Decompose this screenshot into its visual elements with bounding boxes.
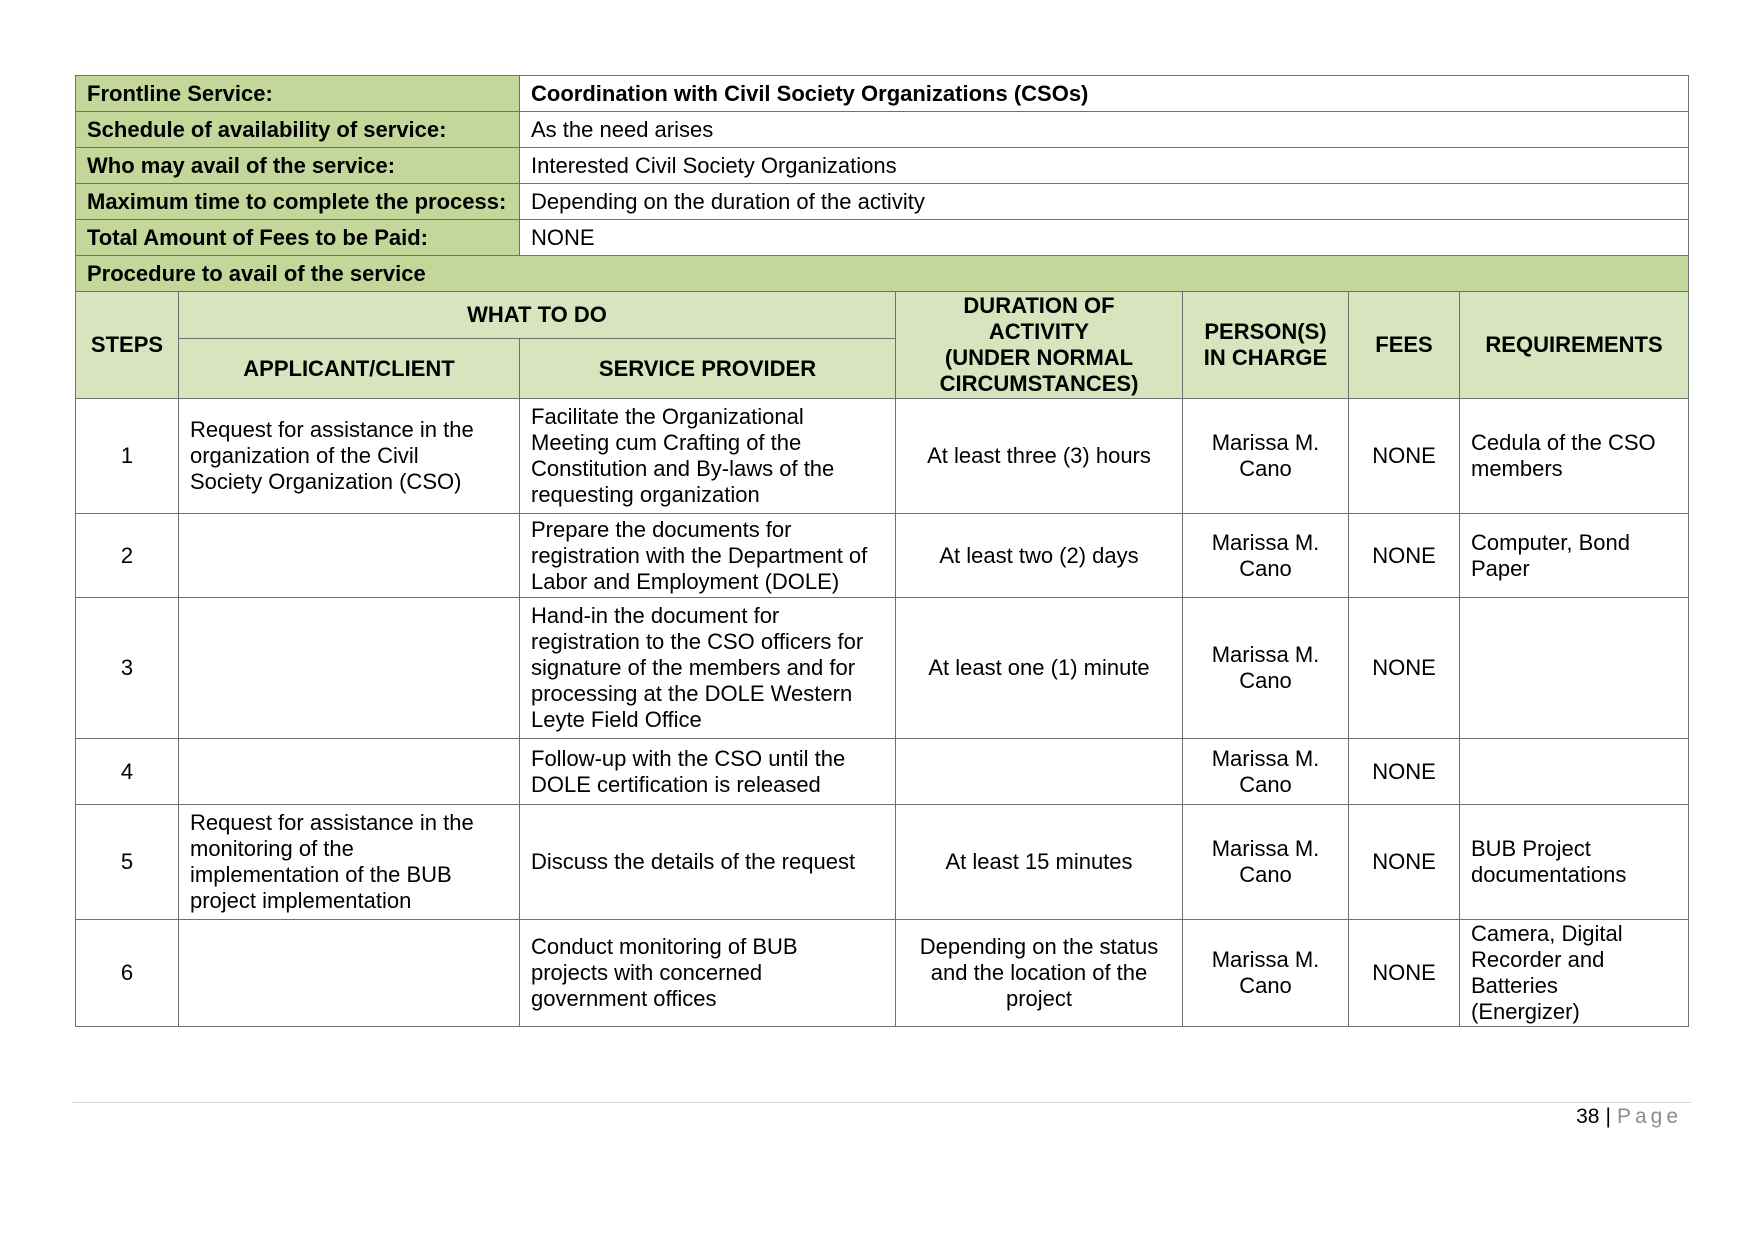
step-number: 1 <box>76 399 179 514</box>
person-cell <box>1183 514 1349 598</box>
provider-cell-line: projects with concerned <box>531 960 763 985</box>
applicant-cell <box>179 739 520 805</box>
provider-cell-line: registration with the Department of <box>531 542 868 568</box>
person-cell-line: Marissa M. <box>1211 745 1320 771</box>
person-cell-line: Cano <box>1239 456 1292 481</box>
table-row <box>76 920 1689 1027</box>
requirements-cell-line: Cedula of the CSO <box>1471 430 1656 455</box>
col-what-to-do: WHAT TO DO <box>179 292 896 339</box>
table-row <box>76 805 1689 920</box>
provider-cell-line: Prepare the documents for <box>531 516 792 542</box>
requirements-cell-line: Paper <box>1471 555 1530 581</box>
info-row <box>76 76 1689 112</box>
provider-cell-line: Leyte Field Office <box>531 707 702 732</box>
col-persons-line: IN CHARGE <box>1203 345 1328 370</box>
step-number: 3 <box>76 598 179 739</box>
col-steps: STEPS <box>76 292 179 399</box>
person-cell <box>1183 598 1349 739</box>
person-cell-line: Cano <box>1239 973 1292 998</box>
column-header-row <box>76 292 1689 339</box>
procedure-label: Procedure to avail of the service <box>76 256 1689 292</box>
provider-cell-line: Discuss the details of the request <box>531 849 856 874</box>
col-duration-line: (UNDER NORMAL <box>944 345 1134 370</box>
applicant-cell <box>179 598 520 739</box>
info-label: Maximum time to complete the process: <box>76 184 520 220</box>
info-value: Depending on the duration of the activity <box>520 184 1689 220</box>
page-footer <box>1576 1105 1682 1129</box>
person-cell-line: Marissa M. <box>1211 529 1320 555</box>
info-value: Interested Civil Society Organizations <box>520 148 1689 184</box>
fees-cell: NONE <box>1349 920 1460 1027</box>
col-duration-line: CIRCUMSTANCES) <box>939 371 1139 396</box>
person-cell <box>1183 739 1349 805</box>
person-cell <box>1183 399 1349 514</box>
duration-cell <box>896 739 1183 805</box>
page-separator: | <box>1605 1105 1611 1128</box>
page-word: Page <box>1616 1105 1682 1128</box>
info-row <box>76 148 1689 184</box>
col-duration <box>896 292 1183 399</box>
person-cell <box>1183 805 1349 920</box>
provider-cell-line: Constitution and By-laws of the <box>531 456 835 481</box>
duration-cell <box>896 514 1183 598</box>
info-value: Coordination with Civil Society Organizations (CSOs) <box>520 76 1689 112</box>
duration-cell-line: At least three (3) hours <box>927 443 1151 468</box>
info-label: Total Amount of Fees to be Paid: <box>76 220 520 256</box>
duration-cell-line: At least 15 minutes <box>945 849 1133 874</box>
applicant-cell-line: project implementation <box>190 888 412 913</box>
person-cell-line: Cano <box>1239 668 1292 693</box>
requirements-cell <box>1460 399 1689 514</box>
applicant-cell-line: implementation of the BUB <box>190 862 452 887</box>
provider-cell <box>520 739 896 805</box>
info-value: As the need arises <box>520 112 1689 148</box>
provider-cell-line: Labor and Employment (DOLE) <box>531 568 840 594</box>
col-provider: SERVICE PROVIDER <box>520 339 896 399</box>
requirements-cell-line: documentations <box>1471 862 1627 887</box>
fees-cell: NONE <box>1349 514 1460 598</box>
requirements-cell <box>1460 598 1689 739</box>
applicant-cell <box>179 920 520 1027</box>
person-cell-line: Cano <box>1239 862 1292 887</box>
duration-cell <box>896 920 1183 1027</box>
requirements-cell-line: Batteries <box>1471 973 1558 998</box>
col-fees: FEES <box>1349 292 1460 399</box>
table-row <box>76 514 1689 598</box>
info-label: Frontline Service: <box>76 76 520 112</box>
applicant-cell <box>179 805 520 920</box>
duration-cell <box>896 805 1183 920</box>
info-row <box>76 220 1689 256</box>
person-cell-line: Marissa M. <box>1211 836 1320 861</box>
duration-cell-line: At least one (1) minute <box>928 655 1150 680</box>
provider-cell-line: Meeting cum Crafting of the <box>531 430 802 455</box>
procedure-row <box>76 256 1689 292</box>
step-number: 2 <box>76 514 179 598</box>
provider-cell <box>520 598 896 739</box>
provider-cell <box>520 399 896 514</box>
requirements-cell <box>1460 920 1689 1027</box>
provider-cell-line: government offices <box>531 986 717 1011</box>
requirements-cell-line: Recorder and <box>1471 947 1605 972</box>
info-row <box>76 184 1689 220</box>
person-cell-line: Cano <box>1239 771 1292 797</box>
info-label: Schedule of availability of service: <box>76 112 520 148</box>
provider-cell <box>520 805 896 920</box>
person-cell <box>1183 920 1349 1027</box>
duration-cell-line: Depending on the status <box>919 934 1159 959</box>
provider-cell <box>520 920 896 1027</box>
provider-cell-line: Hand-in the document for <box>531 603 780 628</box>
citizens-charter-table <box>75 75 1689 1027</box>
duration-cell <box>896 598 1183 739</box>
requirements-cell-line: BUB Project <box>1471 836 1591 861</box>
fees-cell: NONE <box>1349 739 1460 805</box>
requirements-cell <box>1460 739 1689 805</box>
provider-cell-line: requesting organization <box>531 482 760 507</box>
provider-cell-line: processing at the DOLE Western <box>531 681 853 706</box>
step-number: 6 <box>76 920 179 1027</box>
applicant-cell <box>179 514 520 598</box>
duration-cell-line: project <box>1005 986 1073 1011</box>
applicant-cell-line: Request for assistance in the <box>190 810 474 835</box>
requirements-cell-line: Camera, Digital <box>1471 921 1623 946</box>
applicant-cell-line: Society Organization (CSO) <box>190 469 462 494</box>
info-value: NONE <box>520 220 1689 256</box>
duration-cell <box>896 399 1183 514</box>
info-row <box>76 112 1689 148</box>
duration-cell-line: and the location of the <box>930 960 1148 985</box>
duration-cell-line: At least two (2) days <box>939 542 1139 568</box>
col-requirements: REQUIREMENTS <box>1460 292 1689 399</box>
provider-cell-line: registration to the CSO officers for <box>531 629 864 654</box>
step-number: 5 <box>76 805 179 920</box>
col-persons <box>1183 292 1349 399</box>
applicant-cell <box>179 399 520 514</box>
fees-cell: NONE <box>1349 805 1460 920</box>
col-persons-line: PERSON(S) <box>1204 319 1327 344</box>
provider-cell-line: signature of the members and for <box>531 655 856 680</box>
table-row <box>76 399 1689 514</box>
provider-cell-line: DOLE certification is released <box>531 771 821 797</box>
footer-divider <box>72 1102 1691 1103</box>
applicant-cell-line: Request for assistance in the <box>190 417 474 442</box>
col-applicant: APPLICANT/CLIENT <box>179 339 520 399</box>
table-row <box>76 598 1689 739</box>
requirements-cell <box>1460 805 1689 920</box>
provider-cell-line: Follow-up with the CSO until the <box>531 745 846 771</box>
requirements-cell-line: Computer, Bond <box>1471 529 1630 555</box>
person-cell-line: Cano <box>1239 555 1292 581</box>
step-rows <box>76 399 1689 1027</box>
person-cell-line: Marissa M. <box>1211 430 1320 455</box>
requirements-cell <box>1460 514 1689 598</box>
provider-cell-line: Facilitate the Organizational <box>531 404 804 429</box>
person-cell-line: Marissa M. <box>1211 642 1320 667</box>
col-duration-line: DURATION OF <box>963 293 1115 318</box>
requirements-cell-line: (Energizer) <box>1471 999 1580 1024</box>
fees-cell: NONE <box>1349 598 1460 739</box>
fees-cell: NONE <box>1349 399 1460 514</box>
requirements-cell-line: members <box>1471 456 1563 481</box>
step-number: 4 <box>76 739 179 805</box>
col-duration-line: ACTIVITY <box>988 319 1090 344</box>
person-cell-line: Marissa M. <box>1211 947 1320 972</box>
table-row <box>76 739 1689 805</box>
provider-cell <box>520 514 896 598</box>
page-number: 38 <box>1576 1105 1600 1128</box>
provider-cell-line: Conduct monitoring of BUB <box>531 934 798 959</box>
applicant-cell-line: organization of the Civil <box>190 443 419 468</box>
info-label: Who may avail of the service: <box>76 148 520 184</box>
applicant-cell-line: monitoring of the <box>190 836 354 861</box>
